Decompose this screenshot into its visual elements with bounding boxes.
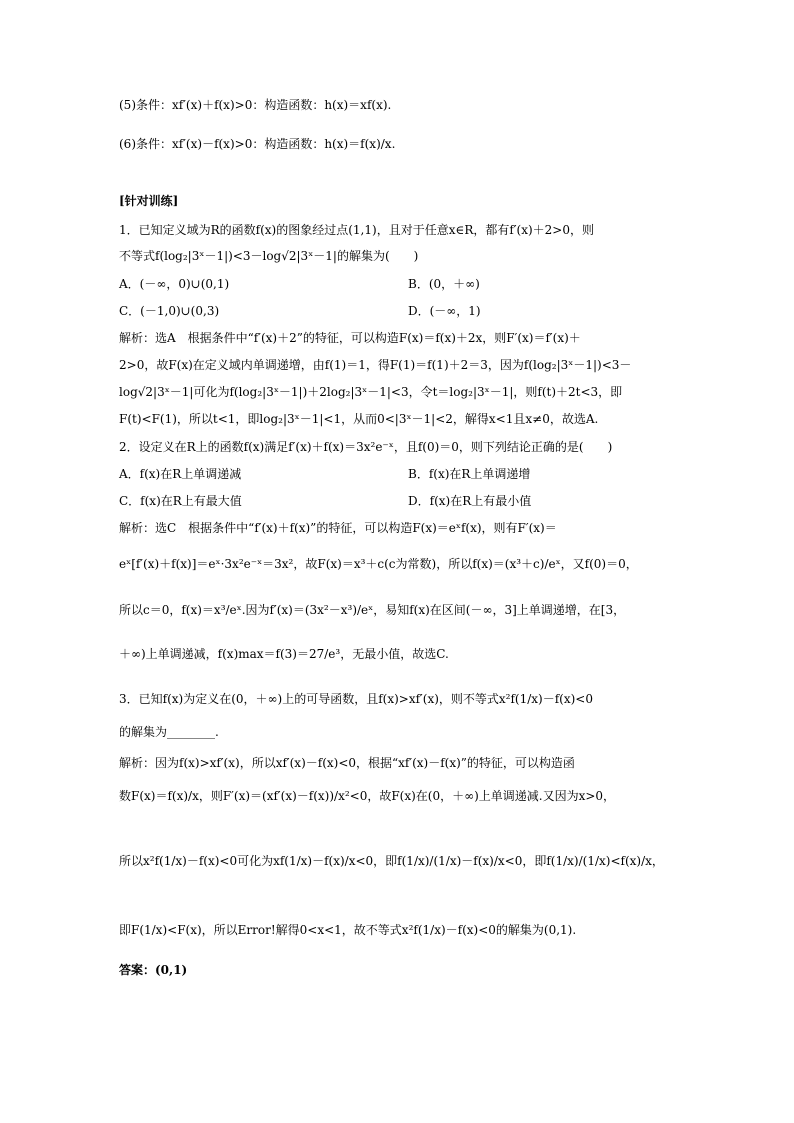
q3-solution-line4: 即F(1/x)<F(x)，所以Error!解得0<x<1，故不等式x²f(1/x)－f(x)<0的解集为(0,1). (119, 923, 577, 937)
q1-option-a: A．(－∞，0)∪(0,1) (119, 277, 230, 291)
q2-option-b: B．f(x)在R上单调递增 (408, 467, 531, 481)
q3-answer: 答案：(0,1) (119, 963, 188, 977)
q1-solution-line1: 解析：选A 根据条件中“f′(x)＋2”的特征，可以构造F(x)＝f(x)＋2x，则F′(x)＝f′(x)＋ (119, 331, 581, 345)
q1-option-c: C．(－1,0)∪(0,3) (119, 304, 220, 318)
q1-solution-line3: log√2|3ˣ－1|可化为f(log₂|3ˣ－1|)＋2log₂|3ˣ－1|<3，令t＝log₂|3ˣ－1|，则f(t)＋2t<3，即 (119, 385, 623, 399)
condition-6: (6)条件：xf′(x)－f(x)>0：构造函数：h(x)＝f(x)/x. (119, 137, 396, 151)
condition-5: (5)条件：xf′(x)＋f(x)>0：构造函数：h(x)＝xf(x). (119, 98, 392, 112)
q2-solution-line3: 所以c＝0，f(x)＝x³/eˣ.因为f′(x)＝(3x²－x³)/eˣ，易知f(x)在区间(－∞，3]上单调递增，在[3， (119, 603, 626, 617)
q1-solution-line2: 2>0，故F(x)在定义域内单调递增，由f(1)＝1，得F(1)＝f(1)＋2＝3，因为f(log₂|3ˣ－1|)<3－ (119, 358, 632, 372)
q3-solution-line2: 数F(x)＝f(x)/x，则F′(x)＝(xf′(x)－f(x))/x²<0，故F(x)在(0，＋∞)上单调递减.又因为x>0， (119, 789, 616, 803)
q2-stem: 2．设定义在R上的函数f(x)满足f′(x)＋f(x)＝3x²e⁻ˣ，且f(0)＝0，则下列结论正确的是( ) (119, 440, 613, 454)
q1-stem-line1: 1．已知定义域为R的函数f(x)的图象经过点(1,1)，且对于任意x∈R，都有f′(x)＋2>0，则 (119, 223, 594, 237)
q2-option-c: C．f(x)在R上有最大值 (119, 494, 242, 508)
q2-solution-line1: 解析：选C 根据条件中“f′(x)＋f(x)”的特征，可以构造F(x)＝eˣf(x)，则有F′(x)＝ (119, 521, 557, 535)
q2-option-d: D．f(x)在R上有最小值 (408, 494, 532, 508)
section-title: [针对训练] (119, 194, 179, 208)
q3-solution-line3: 所以x²f(1/x)－f(x)<0可化为xf(1/x)－f(x)/x<0，即f(1/x)/(1/x)－f(x)/x<0，即f(1/x)/(1/x)<f(x)/x， (119, 854, 664, 868)
q3-stem-line2: 的解集为________. (119, 725, 219, 739)
q2-solution-line2: eˣ[f′(x)＋f(x)]＝eˣ·3x²e⁻ˣ＝3x²，故F(x)＝x³＋c(c为常数)，所以f(x)＝(x³＋c)/eˣ，又f(0)＝0， (119, 557, 638, 571)
q3-stem-line1: 3．已知f(x)为定义在(0，＋∞)上的可导函数，且f(x)>xf′(x)，则不等式x²f(1/x)－f(x)<0 (119, 692, 593, 706)
q1-stem-line2: 不等式f(log₂|3ˣ－1|)<3－log√2|3ˣ－1|的解集为( ) (119, 249, 419, 263)
q3-solution-line1: 解析：因为f(x)>xf′(x)，所以xf′(x)－f(x)<0，根据“xf′(x)－f(x)”的特征，可以构造函 (119, 756, 575, 770)
q2-option-a: A．f(x)在R上单调递减 (119, 467, 242, 481)
q2-solution-line4: ＋∞)上单调递减，f(x)max＝f(3)＝27/e³，无最小值，故选C. (119, 647, 449, 661)
q1-option-d: D．(－∞，1) (408, 304, 481, 318)
q1-option-b: B．(0，＋∞) (408, 277, 480, 291)
q1-solution-line4: F(t)<F(1)，所以t<1，即log₂|3ˣ－1|<1，从而0<|3ˣ－1|<2，解得x<1且x≠0，故选A. (119, 412, 599, 426)
